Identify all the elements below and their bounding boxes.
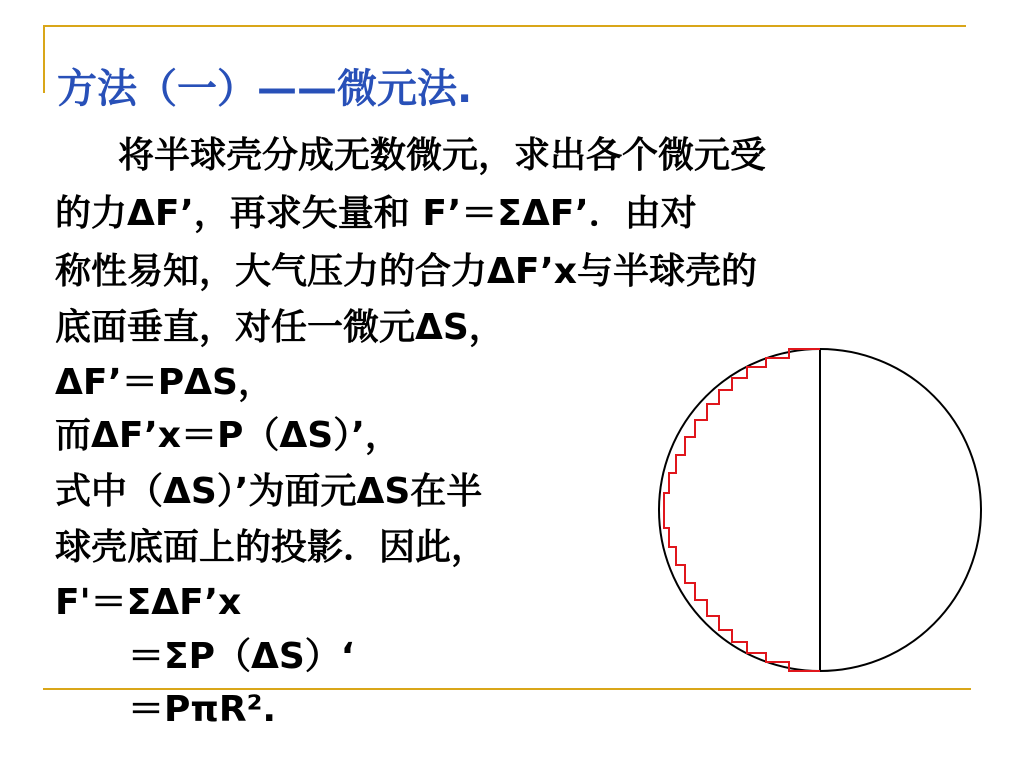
frame-left-line <box>43 25 45 93</box>
body-line-5: ΔF’＝PΔS， <box>55 362 274 403</box>
body-line-4: 底面垂直，对任一微元ΔS， <box>55 307 505 348</box>
frame-top-line <box>43 25 966 27</box>
body-line-10: ＝ΣP（ΔS）‘ <box>128 636 355 677</box>
body-line-2: 的力ΔF’，再求矢量和 F’＝ΣΔF’．由对 <box>55 193 697 234</box>
slide-title: 方法（一）——微元法. <box>57 66 473 112</box>
hemisphere-figure <box>655 340 985 680</box>
body-line-8: 球壳底面上的投影．因此， <box>55 527 488 568</box>
body-line-6: 而ΔF’x＝P（ΔS）’， <box>55 415 401 456</box>
body-line-1: 将半球壳分成无数微元，求出各个微元受 <box>118 135 767 176</box>
body-line-11: ＝PπR². <box>128 689 277 730</box>
body-line-7: 式中（ΔS）’为面元ΔS在半 <box>55 471 483 512</box>
body-line-9: F'＝ΣΔF’x <box>55 582 242 623</box>
body-line-3: 称性易知，大气压力的合力ΔF’x与半球壳的 <box>55 251 758 292</box>
